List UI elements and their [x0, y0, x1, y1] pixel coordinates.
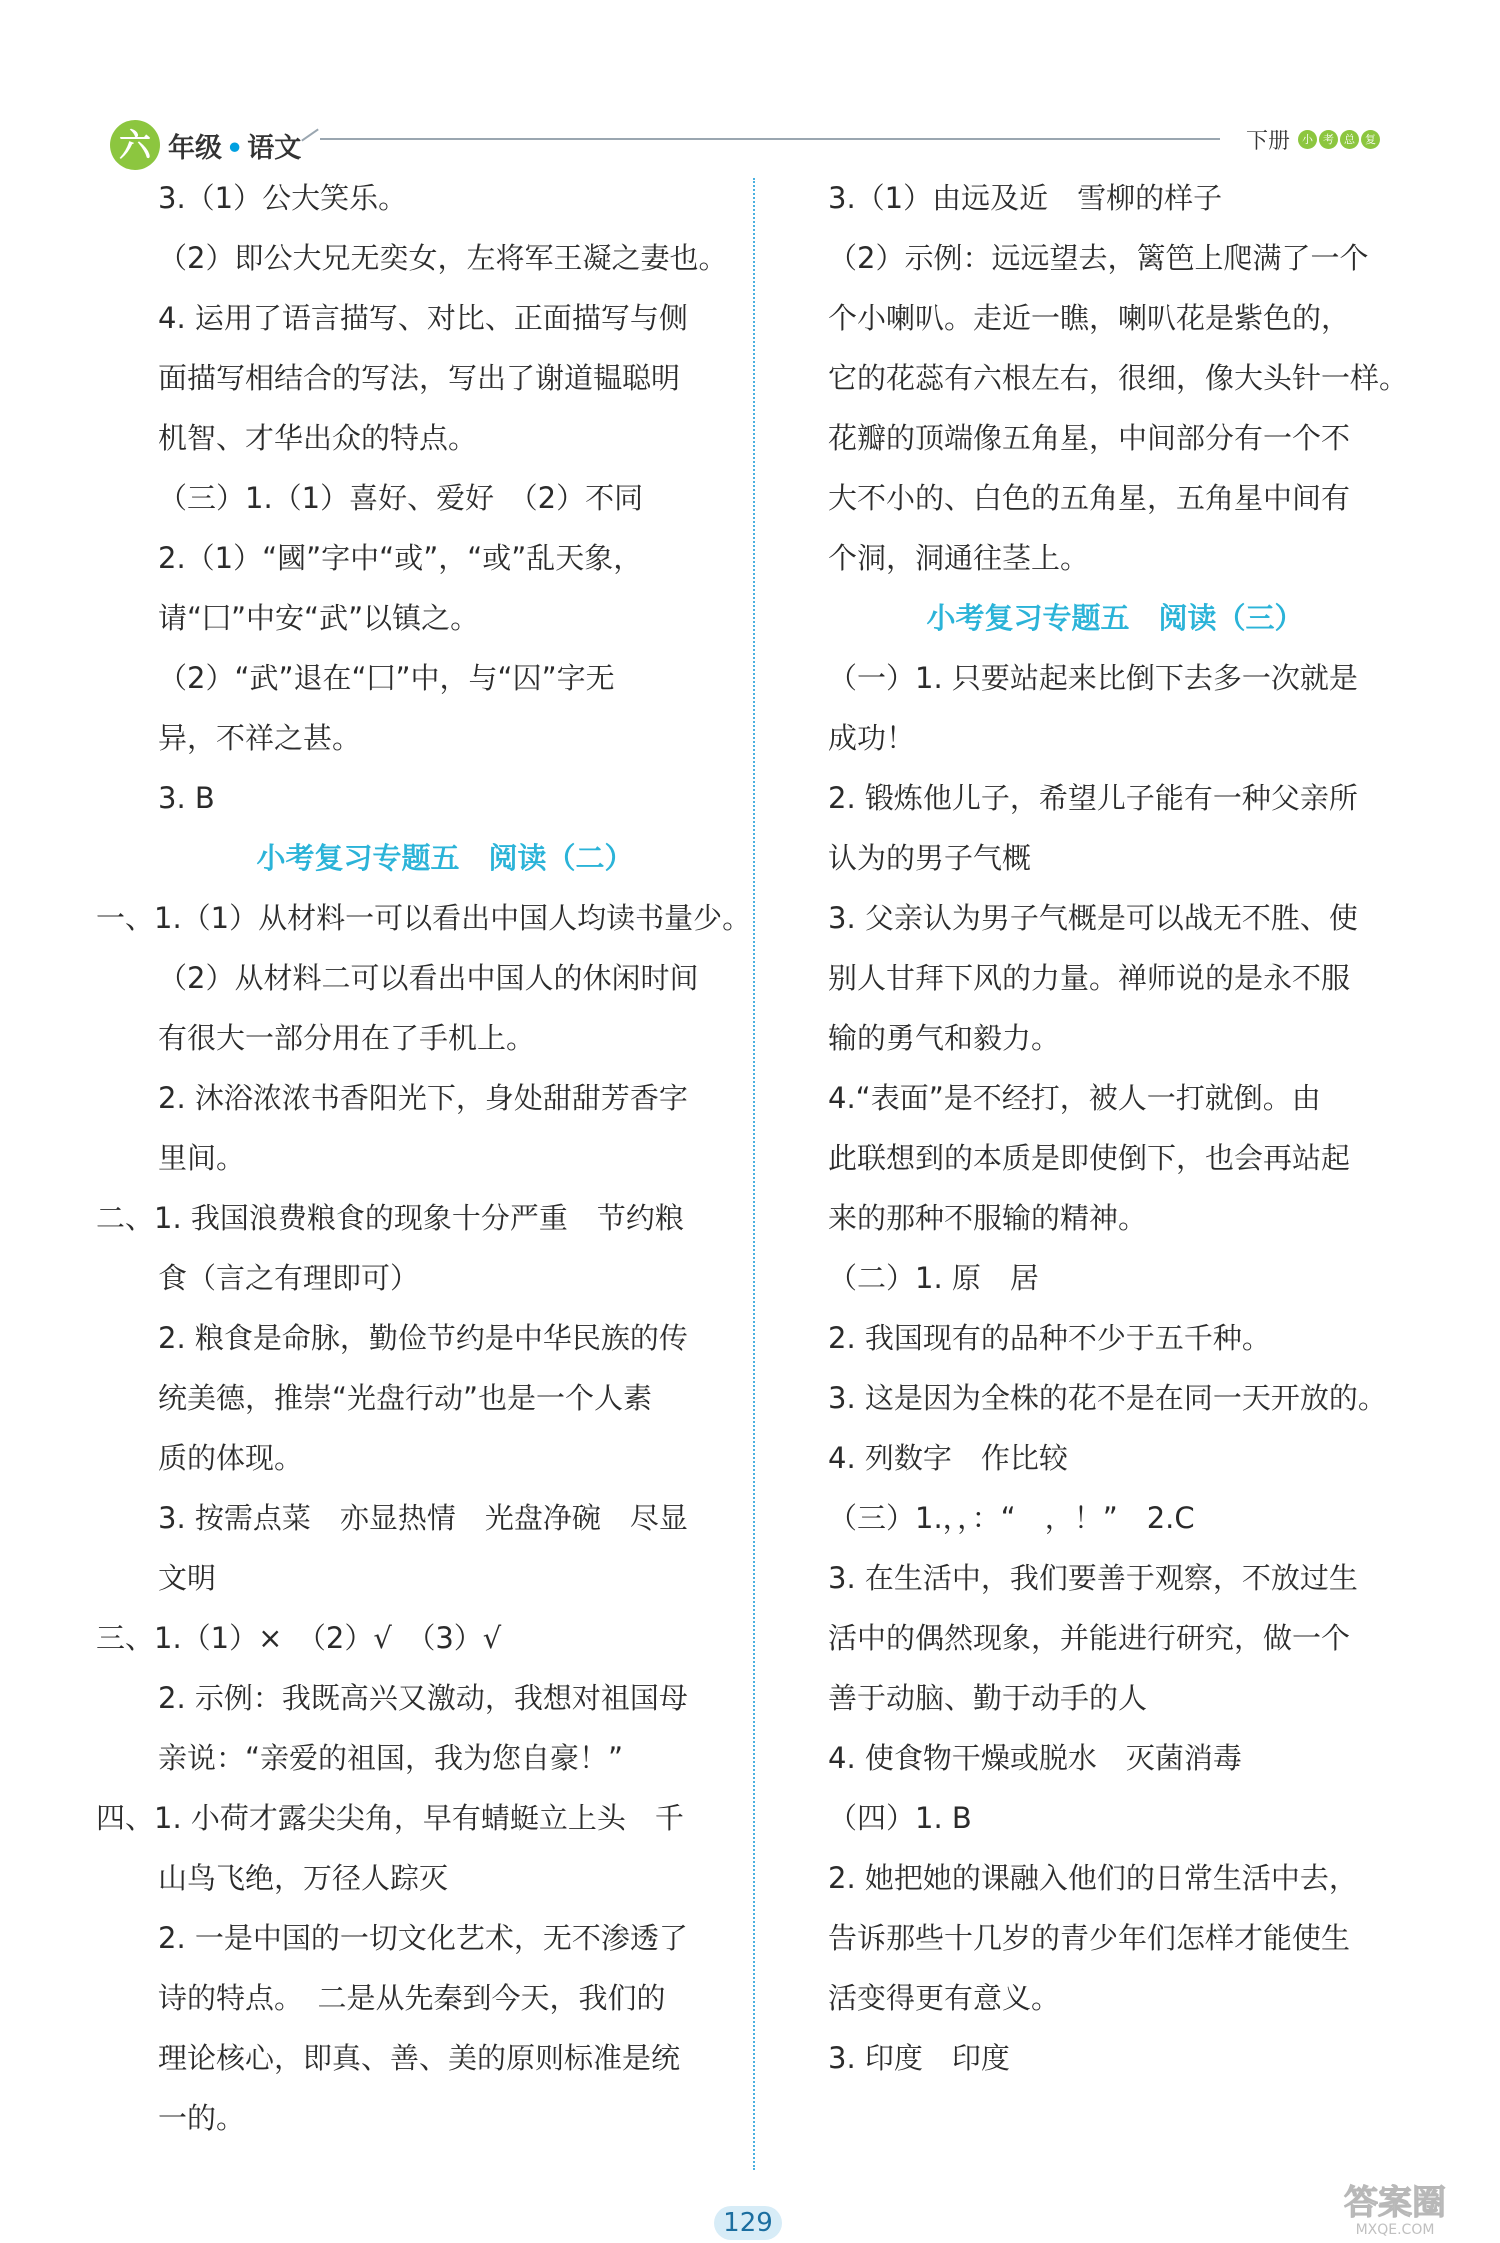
- volume-label: 下册: [1246, 129, 1291, 154]
- answer-line: 面描写相结合的写法，写出了谢道韫聪明: [158, 361, 681, 395]
- answer-line: 4. 列数字 作比较: [828, 1441, 1068, 1475]
- grade-label: 年级: [168, 133, 222, 164]
- header-separator: •: [226, 133, 244, 164]
- section-heading: 小考复习专题五 阅读（二）: [256, 841, 634, 875]
- answer-line: 此联想到的本质是即使倒下，也会再站起: [828, 1141, 1351, 1175]
- answer-line: 个小喇叭。走近一瞧，喇叭花是紫色的，: [828, 301, 1351, 335]
- answer-line: 食（言之有理即可）: [158, 1261, 420, 1295]
- answer-line: 3. 在生活中，我们要善于观察，不放过生: [828, 1561, 1358, 1595]
- answer-line: （2）“武”退在“囗”中，与“囚”字无: [158, 661, 615, 695]
- answer-line: 一的。: [158, 2101, 246, 2135]
- answer-line: 3. 这是因为全株的花不是在同一天开放的。: [828, 1381, 1387, 1415]
- answer-line: 3. 按需点菜 亦显热情 光盘净碗 尽显: [158, 1501, 688, 1535]
- answer-line: 2. 我国现有的品种不少于五千种。: [828, 1321, 1271, 1355]
- answer-line: （三）1.（1）喜好、爱好 （2）不同: [158, 481, 644, 515]
- answer-line: 机智、才华出众的特点。: [158, 421, 478, 455]
- answer-line: 一、1.（1）从材料一可以看出中国人均读书量少。: [96, 901, 752, 935]
- subject-label: 语文: [247, 133, 302, 164]
- answer-line: 3. B: [158, 781, 215, 815]
- answer-line: 统美德，推崇“光盘行动”也是一个人素: [158, 1381, 653, 1415]
- answer-line: 文明: [158, 1561, 217, 1595]
- answer-line: 大不小的、白色的五角星，五角星中间有: [828, 481, 1351, 515]
- answer-line: 活中的偶然现象，并能进行研究，做一个: [828, 1621, 1351, 1655]
- answer-line: 4.“表面”是不经打，被人一打就倒。由: [828, 1081, 1321, 1115]
- answer-line: 个洞，洞通往茎上。: [828, 541, 1090, 575]
- answer-line: 善于动脑、勤于动手的人: [828, 1681, 1148, 1715]
- answer-line: 山鸟飞绝，万径人踪灭: [158, 1861, 449, 1895]
- answer-line: 活变得更有意义。: [828, 1981, 1061, 2015]
- answer-line: （2）即公大兄无奕女，左将军王凝之妻也。: [158, 241, 728, 275]
- series-tag: 小: [1298, 130, 1317, 149]
- series-tag: 复: [1361, 130, 1380, 149]
- answer-line: 输的勇气和毅力。: [828, 1021, 1061, 1055]
- answer-line: 告诉那些十几岁的青少年们怎样才能使生: [828, 1921, 1351, 1955]
- answer-line: （四）1. B: [828, 1801, 972, 1835]
- column-divider: [753, 178, 755, 2170]
- series-tag: 考: [1319, 130, 1338, 149]
- answer-line: 2.（1）“國”字中“或”，“或”乱天象，: [158, 541, 643, 575]
- section-heading: 小考复习专题五 阅读（三）: [926, 601, 1304, 635]
- answer-line: 异，不祥之甚。: [158, 721, 362, 755]
- header-title: [168, 126, 301, 165]
- answer-line: 认为的男子气概: [828, 841, 1032, 875]
- answer-line: 2. 锻炼他儿子，希望儿子能有一种父亲所: [828, 781, 1358, 815]
- right-column: [820, 168, 1410, 2088]
- answer-line: 四、1. 小荷才露尖尖角，早有蜻蜓立上头 千: [96, 1801, 684, 1835]
- watermark-logo: [1300, 2178, 1490, 2238]
- answer-line: 别人甘拜下风的力量。禅师说的是永不服: [828, 961, 1351, 995]
- answer-line: 三、1.（1）× （2）√ （3）√: [96, 1621, 502, 1655]
- answer-line: 4. 运用了语言描写、对比、正面描写与侧: [158, 301, 688, 335]
- answer-line: （三）1.，，：“ ，！” 2.C: [828, 1501, 1195, 1535]
- answer-line: 2. 示例：我既高兴又激动，我想对祖国母: [158, 1681, 688, 1715]
- answer-line: 二、1. 我国浪费粮食的现象十分严重 节约粮: [96, 1201, 684, 1235]
- answer-line: 质的体现。: [158, 1441, 304, 1475]
- answer-line: （2）从材料二可以看出中国人的休闲时间: [158, 961, 699, 995]
- answer-line: 它的花蕊有六根左右，很细，像大头针一样。: [828, 361, 1409, 395]
- answer-line: 请“囗”中安“武”以镇之。: [158, 601, 480, 635]
- answer-line: 里间。: [158, 1141, 246, 1175]
- answer-line: 诗的特点。 二是从先秦到今天，我们的: [158, 1981, 666, 2015]
- header-rule: [320, 138, 1220, 140]
- left-column: [96, 168, 752, 2148]
- header-rule-slant: [301, 128, 319, 141]
- answer-line: 2. 她把她的课融入他们的日常生活中去，: [828, 1861, 1358, 1895]
- answer-line: （2）示例：远远望去，篱笆上爬满了一个: [828, 241, 1369, 275]
- series-tag: 总: [1340, 130, 1359, 149]
- answer-line: 理论核心，即真、善、美的原则标准是统: [158, 2041, 681, 2075]
- watermark-text: 答案圈: [1344, 2183, 1446, 2223]
- answer-line: 2. 一是中国的一切文化艺术，无不渗透了: [158, 1921, 688, 1955]
- answer-line: （一）1. 只要站起来比倒下去多一次就是: [828, 661, 1358, 695]
- answer-line: 2. 粮食是命脉，勤俭节约是中华民族的传: [158, 1321, 688, 1355]
- answer-line: 花瓣的顶端像五角星，中间部分有一个不: [828, 421, 1351, 455]
- answer-line: 亲说：“亲爱的祖国，我为您自豪！”: [158, 1741, 624, 1775]
- page-number: 129: [714, 2206, 782, 2240]
- answer-line: 3.（1）公大笑乐。: [158, 181, 408, 215]
- answer-line: 3.（1）由远及近 雪柳的样子: [828, 181, 1223, 215]
- answer-line: （二）1. 原 居: [828, 1261, 1039, 1295]
- grade-badge: 六: [110, 120, 160, 170]
- answer-line: 3. 父亲认为男子气概是可以战无不胜、使: [828, 901, 1358, 935]
- watermark-sub: MXQE.COM: [1355, 2222, 1435, 2238]
- answer-line: 有很大一部分用在了手机上。: [158, 1021, 536, 1055]
- page-header: [0, 0, 1500, 180]
- answer-line: 4. 使食物干燥或脱水 灭菌消毒: [828, 1741, 1242, 1775]
- answer-line: 3. 印度 印度: [828, 2041, 1010, 2075]
- series-tags: [1298, 130, 1380, 149]
- answer-line: 成功！: [828, 721, 916, 755]
- answer-line: 来的那种不服输的精神。: [828, 1201, 1148, 1235]
- answer-line: 2. 沐浴浓浓书香阳光下，身处甜甜芳香字: [158, 1081, 688, 1115]
